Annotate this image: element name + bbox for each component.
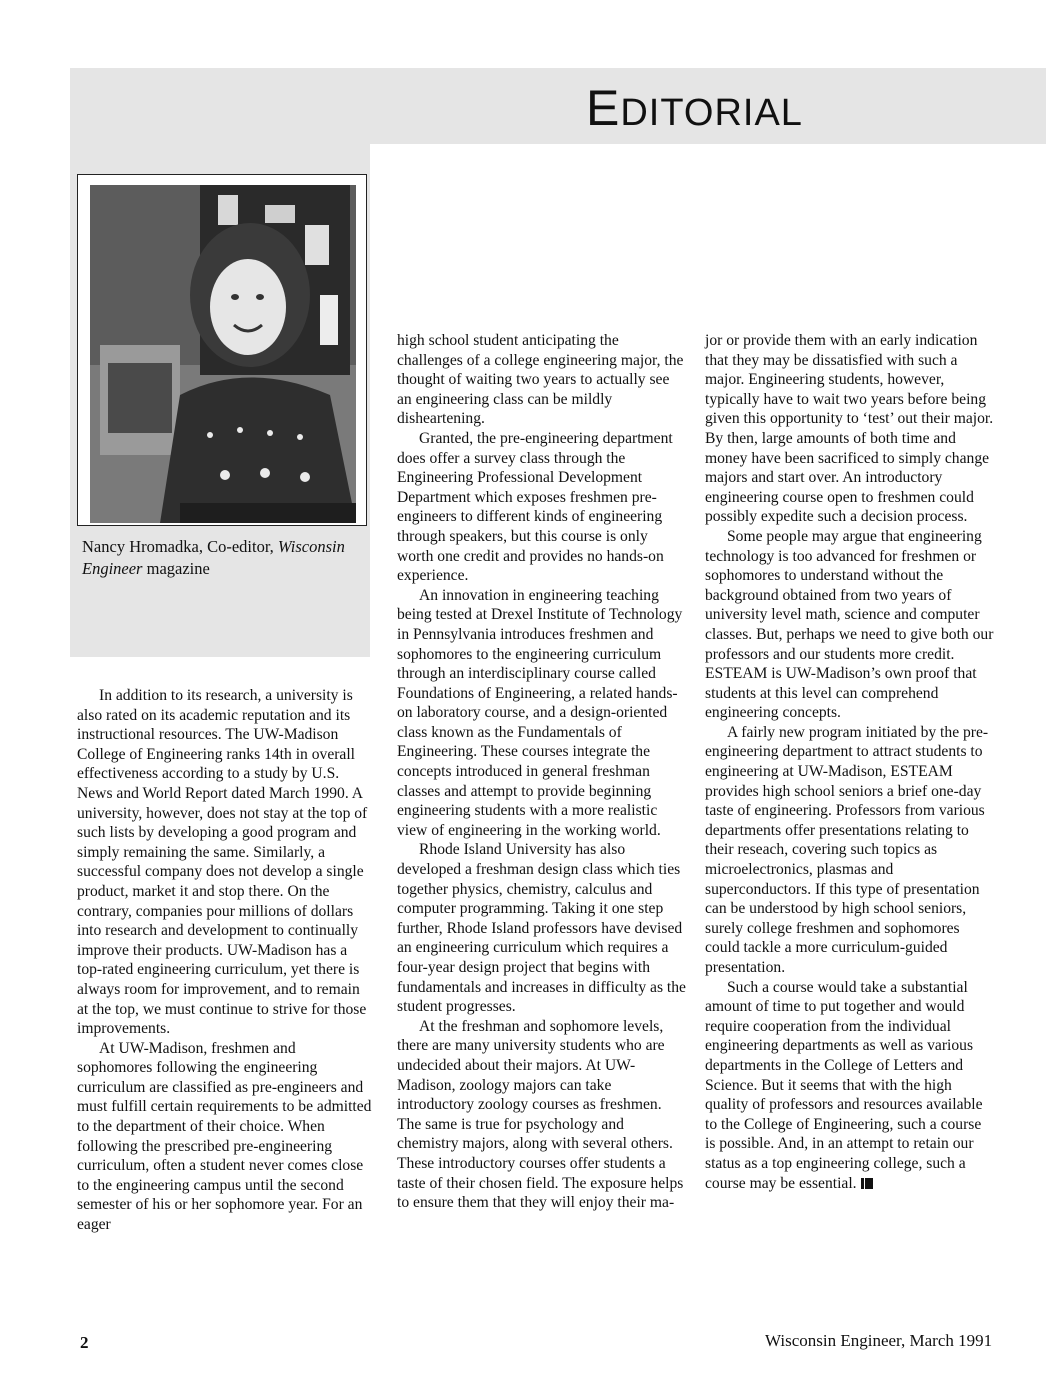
photo-frame <box>77 174 367 526</box>
paragraph: An innovation in engineering teaching being tested at Drexel Institute of Technology in Pennsylvania introduces freshmen and sophomores to the engineering curriculum through an interdisciplinary course called Foundations of Engineering, a related hands-on laboratory course, and a design-oriented class known as the Fundamentals of Engineering. These courses integrate the concepts introduced in general freshman classes and attempt to provide beginning engineering students with a more realistic view of engineering in the working world. <box>397 586 683 839</box>
paragraph: At UW-Madison, freshmen and sophomores following the engineering curriculum are classified as pre-engineers and must fulfill certain requirements to be admitted to the department of their choice. When following the prescribed pre-engineering curriculum, often a student never comes close to the engineering campus until the second semester of his or her sophomore year. For an eager <box>77 1039 372 1234</box>
article-column-1 <box>77 686 373 1235</box>
paragraph: high school student anticipating the challenges of a college engineering major, the thought of waiting two years to actually see an engineering class can be mildly disheartening. <box>397 332 684 428</box>
footer-publication: Wisconsin Engineer, March 1991 <box>765 1331 993 1350</box>
paragraph-text: Such a course would take a substantial amount of time to put together and would require cooperation from the individual engineering departments as well as various departments in the College of Letters and Science. But it seems that with the high quality of professors and resources available to the College of Engineering, such a course is possible. And, in an attempt to retain our status as a top engineering college, such a course may be essential. <box>705 978 983 1192</box>
article-column-3 <box>705 331 995 1193</box>
paragraph: In addition to its research, a university is also rated on its academic reputation and its instructional resources. The UW-Madison College of Engineering ranks 14th in overall effectiveness according to a study by U.S. News and World Report dated March 1990. A university, however, does not stay at the top of such lists by developing a good program and simply remaining the same. Similarly, a successful company does not develop a single product, market it and stop there. On the contrary, companies pour millions of dollars into research and development to continually improve their products. UW-Madison has a top-rated engineering curriculum, yet there is always room for improvement, and to remain at the top, we must continue to strive for those improvements. <box>77 687 368 1038</box>
portrait-photo <box>90 185 356 523</box>
paragraph: At the freshman and sophomore levels, there are many university students who are undecided about their majors. At UW-Madison, zoology majors can take introductory zoology courses as freshmen. The same is true for psychology and chemistry majors, along with several others. These introductory courses offer students a taste of their chosen field. The exposure helps to ensure them that they will enjoy their ma- <box>397 1017 684 1212</box>
paragraph: Granted, the pre-engineering department does offer a survey class through the Engineering Professional Development Department which exposes freshmen pre-engineers to different kinds of engineering through speakers, but this course is only worth one credit and provides no hands-on experience. <box>397 429 673 585</box>
paragraph: jor or provide them with an early indication that they may be dissatisfied with such a major. Engineering students, however, typically have to wait two years before being given this opportunity to ‘test’ out their major. By then, large amounts of both time and money have been sacrificed to simply change majors and start over. An introductory engineering course open to freshmen could possibly expedite such a decision process. <box>705 332 994 526</box>
page-title: EDITORIAL <box>586 80 803 136</box>
paragraph-final <box>705 978 995 1194</box>
portrait-illustration <box>90 185 356 523</box>
header-band <box>70 68 1046 144</box>
end-mark-icon <box>861 1178 873 1189</box>
paragraph: Rhode Island University has also developed a freshman design class which ties together physics, chemistry, calculus and computer programming. Taking it one step further, Rhode Island professors have devised an engineering curriculum which requires a four-year design project that begins with fundamentals and increases in difficulty as the student progresses. <box>397 841 686 1016</box>
article-column-2 <box>397 331 687 1213</box>
photo-caption: Nancy Hromadka, Co-editor, Wisconsin Engineer magazine <box>82 537 345 578</box>
page-number: 2 <box>80 1333 89 1352</box>
paragraph: Some people may argue that engineering technology is too advanced for freshmen or sophomores to understand without the background obtained from two years of university level math, science and computer classes. But, perhaps we need to give both our professors and our students more credit. ESTEAM is UW-Madison’s own proof that students at this level can comprehend engineering concepts. <box>705 527 994 722</box>
paragraph: A fairly new program initiated by the pre-engineering department to attract students to engineering at UW-Madison, ESTEAM provides high school seniors a brief one-day taste of engineering. Professors from various departments offer presentations relating to their reseach, covering such topics as microelectronics, plasmas and superconductors. If this type of presentation can be understood by high school seniors, surely college freshmen and sophomores could tackle a more curriculum-guided presentation. <box>705 723 989 976</box>
